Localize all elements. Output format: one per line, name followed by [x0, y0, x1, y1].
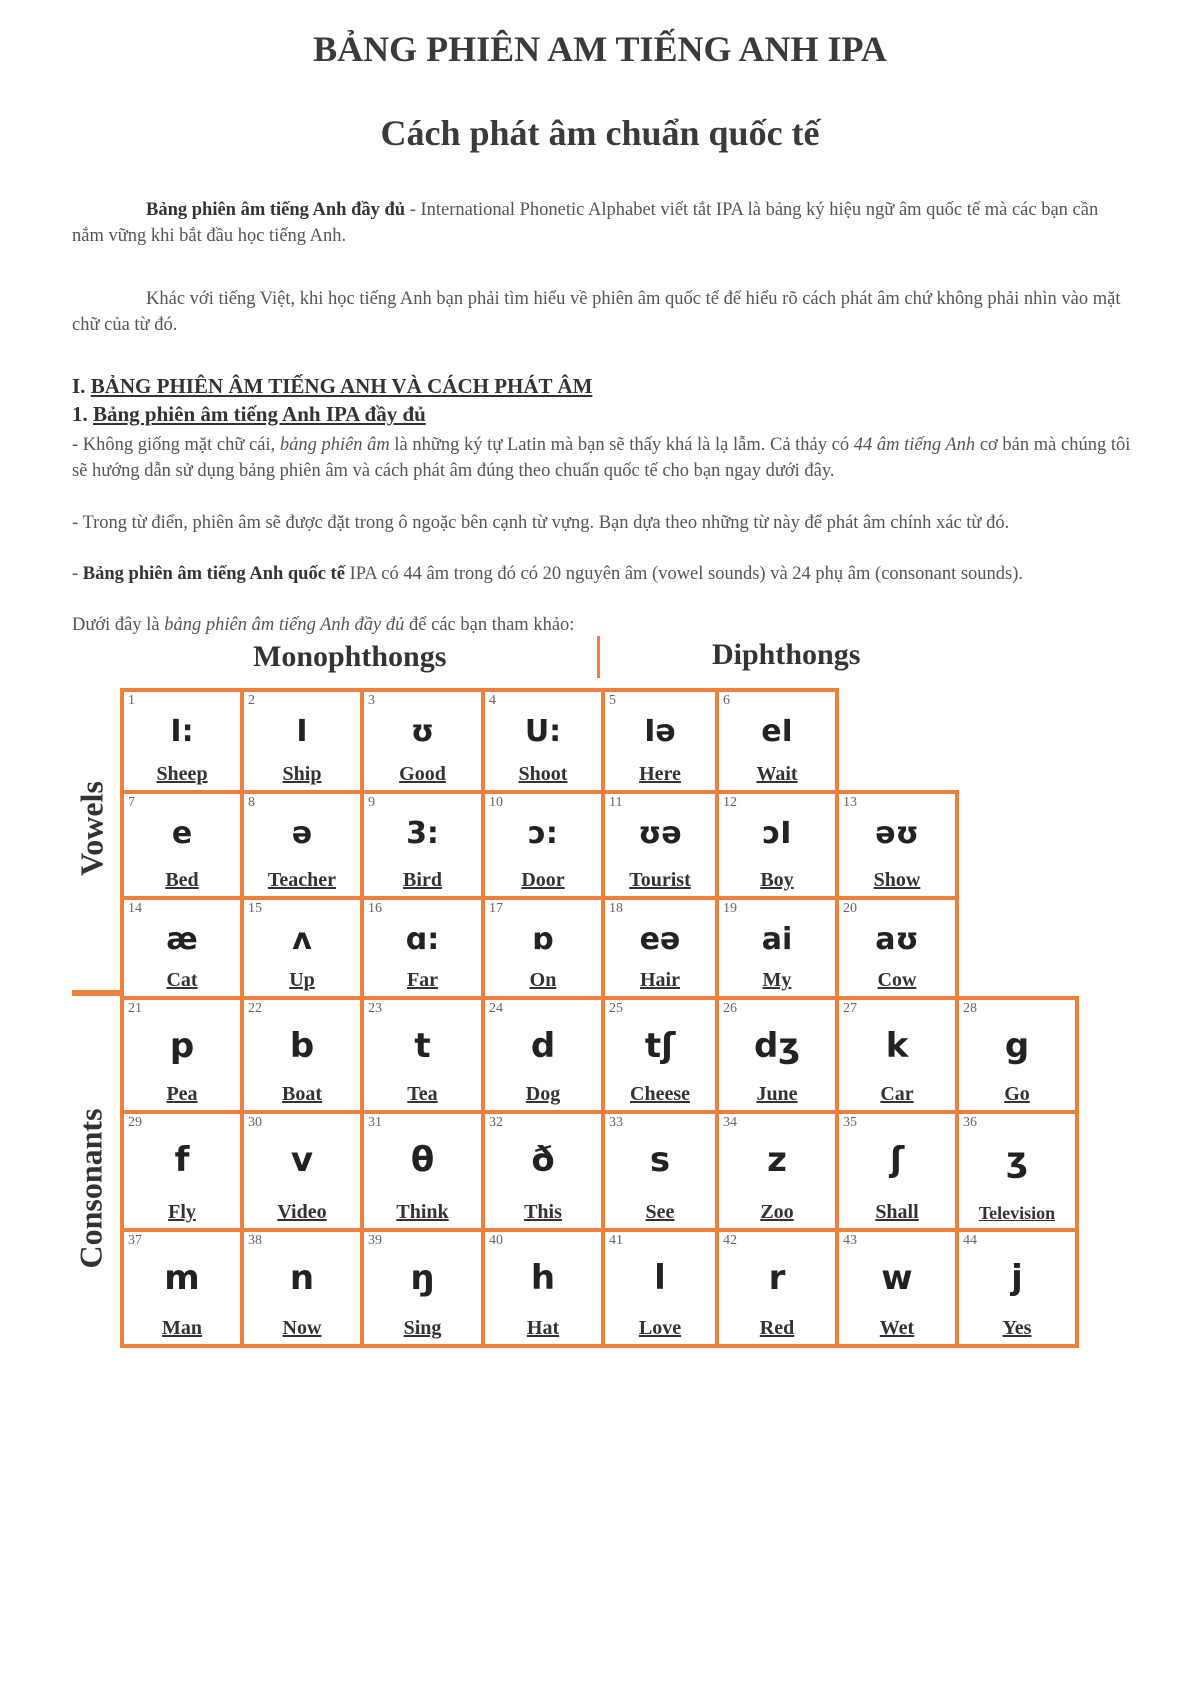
page-subtitle: Cách phát âm chuẩn quốc tế [380, 113, 820, 153]
ipa-example-word: On [529, 969, 557, 991]
ipa-cell-number: 14 [128, 901, 142, 916]
ipa-cell-number: 28 [963, 1001, 977, 1016]
ipa-cell-number: 13 [843, 795, 857, 810]
ipa-cell [240, 896, 364, 1000]
ipa-example-word: Hair [640, 969, 680, 991]
ipa-symbol: d [530, 1026, 556, 1066]
ipa-example-word: Go [1004, 1083, 1030, 1105]
ipa-cell [360, 1110, 485, 1232]
ipa-cell [120, 1110, 244, 1232]
ipa-cell-number: 11 [609, 795, 623, 810]
ipa-example-word: Man [162, 1317, 202, 1339]
ipa-symbol: z [767, 1140, 787, 1180]
ipa-example-word: Here [639, 763, 681, 785]
text-run: để các bạn tham khảo: [404, 615, 575, 635]
ipa-cell-number: 43 [843, 1233, 857, 1248]
ipa-cell [481, 790, 605, 900]
ipa-example-word: Sing [403, 1317, 442, 1339]
ipa-symbol: ə [291, 816, 313, 851]
ipa-symbol: ʊ [410, 714, 435, 749]
intro-bold: Bảng phiên âm tiếng Anh đầy đủ [146, 200, 406, 220]
intro-paragraph-1 [72, 197, 1132, 249]
ipa-symbol: əʊ [875, 816, 919, 851]
ipa-example-word: Show [873, 869, 921, 891]
ipa-cell [715, 688, 839, 794]
ipa-symbol: w [881, 1258, 913, 1298]
ipa-cell-number: 6 [723, 693, 730, 708]
text-run: cơ bản mà chúng tôi sẽ hướng dẫn sử dụng bảng phiên âm và cách phát âm đúng theo chuẩn quốc tế cho bạn ngay dưới đây. [72, 435, 1131, 481]
ipa-symbol: æ [166, 922, 198, 957]
group-divider [597, 636, 600, 678]
body-line-4 [72, 612, 1142, 638]
ipa-symbol: n [289, 1258, 315, 1298]
ipa-cell-number: 33 [609, 1115, 623, 1130]
ipa-symbol: v [290, 1140, 314, 1180]
ipa-example-word: Dog [525, 1083, 561, 1105]
ipa-symbol: m [164, 1258, 200, 1298]
ipa-cell-number: 37 [128, 1233, 142, 1248]
ipa-cell-number: 31 [368, 1115, 382, 1130]
ipa-cell-number: 22 [248, 1001, 262, 1016]
section-divider [72, 990, 122, 996]
ipa-cell [240, 1110, 364, 1232]
ipa-cell-number: 32 [489, 1115, 503, 1130]
ipa-cell-number: 27 [843, 1001, 857, 1016]
ipa-cell-number: 26 [723, 1001, 737, 1016]
page-title: BẢNG PHIÊN AM TIẾNG ANH IPA [313, 29, 887, 69]
ipa-symbol: eə [639, 922, 681, 957]
ipa-symbol: h [530, 1258, 556, 1298]
ipa-cell [120, 1228, 244, 1348]
ipa-symbol: ɔ: [528, 816, 558, 851]
ipa-cell-number: 42 [723, 1233, 737, 1248]
ipa-cell [715, 1228, 839, 1348]
ipa-cell-number: 35 [843, 1115, 857, 1130]
ipa-cell-number: 3 [368, 693, 375, 708]
ipa-example-word: Ship [282, 763, 322, 785]
ipa-cell [835, 790, 959, 900]
ipa-symbol: r [768, 1258, 786, 1298]
intro-paragraph-2 [72, 286, 1132, 338]
ipa-symbol: aʊ [875, 922, 919, 957]
bold-run: Bảng phiên âm tiếng Anh quốc tế [82, 564, 345, 584]
ipa-cell [601, 790, 719, 900]
consonants-label: Consonants [72, 1108, 109, 1269]
intro-text-2: Khác với tiếng Việt, khi học tiếng Anh bạn phải tìm hiểu về phiên âm quốc tế để hiểu rõ cách phát âm chứ không phải nhìn vào mặt chữ của từ đó. [72, 289, 1121, 335]
ipa-example-word: My [762, 969, 792, 991]
ipa-cell-number: 5 [609, 693, 616, 708]
ipa-cell-number: 7 [128, 795, 135, 810]
intro-text: - International Phonetic Alphabet viết tắt IPA là bảng ký hiệu ngữ âm quốc tế mà các bạn cần nắm vững khi bắt đầu học tiếng Anh. [72, 200, 1099, 246]
ipa-cell [120, 996, 244, 1114]
ipa-symbol: ʊə [638, 816, 682, 851]
ipa-cell [240, 790, 364, 900]
ipa-cell-number: 34 [723, 1115, 737, 1130]
ipa-example-word: Zoo [760, 1201, 794, 1223]
ipa-example-word: Television [978, 1203, 1056, 1223]
ipa-symbol: k [885, 1026, 909, 1066]
ipa-cell-number: 17 [489, 901, 503, 916]
ipa-example-word: June [756, 1083, 798, 1105]
ipa-symbol: s [649, 1140, 671, 1180]
ipa-symbol: j [1011, 1258, 1023, 1298]
ipa-cell-number: 16 [368, 901, 382, 916]
ipa-example-word: Tea [407, 1083, 438, 1105]
ipa-symbol: I [296, 714, 308, 749]
ipa-example-word: Door [521, 869, 565, 891]
ipa-example-word: Shoot [518, 763, 568, 785]
ipa-cell-number: 40 [489, 1233, 503, 1248]
text-run: Dưới đây là [72, 615, 165, 635]
ipa-example-word: Think [396, 1201, 449, 1223]
ipa-example-word: See [645, 1201, 675, 1223]
ipa-cell-number: 12 [723, 795, 737, 810]
ipa-example-word: Teacher [267, 869, 337, 891]
ipa-cell [715, 896, 839, 1000]
ipa-example-word: This [524, 1201, 562, 1223]
ipa-symbol: eI [761, 714, 793, 749]
subsection-number: 1. [72, 402, 93, 426]
italic-run: 44 âm tiếng Anh [853, 435, 976, 455]
ipa-symbol: 3: [406, 816, 439, 851]
italic-run: bảng phiên âm [279, 435, 390, 455]
ipa-cell [360, 996, 485, 1114]
ipa-symbol: ʌ [292, 922, 312, 957]
ipa-cell-number: 23 [368, 1001, 382, 1016]
ipa-cell [120, 896, 244, 1000]
ipa-example-word: Far [406, 969, 439, 991]
ipa-symbol: ɑ: [405, 922, 440, 957]
ipa-cell [481, 1110, 605, 1232]
ipa-example-word: Fly [168, 1201, 196, 1223]
diphthongs-label: Diphthongs [712, 638, 861, 671]
ipa-symbol: I: [170, 714, 194, 749]
ipa-cell-number: 2 [248, 693, 255, 708]
ipa-symbol: e [171, 816, 193, 851]
ipa-symbol: Iə [644, 714, 676, 749]
ipa-symbol: ɒ [532, 922, 554, 957]
ipa-cell-number: 25 [609, 1001, 623, 1016]
ipa-symbol: g [1004, 1026, 1030, 1066]
ipa-cell [120, 790, 244, 900]
body-line-2: - Trong từ điển, phiên âm sẽ được đặt trong ô ngoặc bên cạnh từ vựng. Bạn dựa theo những từ này để phát âm chính xác từ đó. [72, 513, 1010, 533]
ipa-example-word: Wet [879, 1317, 915, 1339]
ipa-cell [955, 1110, 1079, 1232]
ipa-example-word: Pea [166, 1083, 198, 1105]
ipa-symbol: ɔI [762, 816, 792, 851]
ipa-example-word: Video [277, 1201, 327, 1223]
ipa-cell [601, 1110, 719, 1232]
ipa-symbol: ʃ [889, 1140, 905, 1180]
ipa-cell [240, 688, 364, 794]
italic-run: bảng phiên âm tiếng Anh đầy đủ [164, 615, 405, 635]
ipa-cell [955, 1228, 1079, 1348]
monophthongs-label: Monophthongs [253, 640, 447, 673]
ipa-example-word: Cow [877, 969, 917, 991]
ipa-cell-number: 44 [963, 1233, 977, 1248]
ipa-cell-number: 20 [843, 901, 857, 916]
ipa-cell-number: 41 [609, 1233, 623, 1248]
ipa-symbol: p [169, 1026, 195, 1066]
ipa-cell-number: 29 [128, 1115, 142, 1130]
ipa-example-word: Yes [1002, 1317, 1032, 1339]
ipa-symbol: ai [761, 922, 793, 957]
ipa-cell [360, 688, 485, 794]
ipa-example-word: Love [638, 1317, 682, 1339]
ipa-example-word: Boat [282, 1083, 322, 1105]
ipa-cell [601, 1228, 719, 1348]
ipa-example-word: Car [880, 1083, 914, 1105]
body-line-3 [72, 561, 1142, 587]
ipa-cell [601, 896, 719, 1000]
ipa-cell-number: 4 [489, 693, 496, 708]
ipa-symbol: ŋ [410, 1258, 435, 1298]
ipa-cell [955, 996, 1079, 1114]
text-run: - [72, 564, 83, 584]
ipa-cell [481, 996, 605, 1114]
ipa-symbol: U: [524, 714, 562, 749]
ipa-cell-number: 10 [489, 795, 503, 810]
ipa-symbol: f [174, 1140, 190, 1180]
ipa-example-word: Bed [165, 869, 199, 891]
ipa-symbol: dʒ [753, 1026, 801, 1066]
ipa-cell-number: 21 [128, 1001, 142, 1016]
section-heading-1 [72, 374, 592, 399]
ipa-example-word: Shall [875, 1201, 919, 1223]
ipa-symbol: l [654, 1258, 666, 1298]
text-run: là những ký tự Latin mà bạn sẽ thấy khá là lạ lẫm. Cả thảy có [389, 435, 854, 455]
ipa-example-word: Bird [403, 869, 442, 891]
ipa-example-word: Cheese [630, 1083, 690, 1105]
ipa-cell-number: 39 [368, 1233, 382, 1248]
vowels-label: Vowels [73, 781, 110, 876]
ipa-cell [715, 790, 839, 900]
ipa-cell [835, 1110, 959, 1232]
ipa-cell-number: 30 [248, 1115, 262, 1130]
ipa-symbol: t [414, 1026, 431, 1066]
ipa-cell-number: 18 [609, 901, 623, 916]
ipa-cell [715, 1110, 839, 1232]
ipa-cell-number: 24 [489, 1001, 503, 1016]
ipa-cell [835, 1228, 959, 1348]
ipa-cell-number: 8 [248, 795, 255, 810]
ipa-cell [360, 790, 485, 900]
ipa-cell [120, 688, 244, 794]
ipa-symbol: ð [531, 1140, 555, 1180]
ipa-example-word: Sheep [156, 763, 208, 785]
ipa-cell [835, 996, 959, 1114]
ipa-example-word: Good [399, 763, 446, 785]
ipa-cell-number: 36 [963, 1115, 977, 1130]
body-line-1 [72, 432, 1142, 484]
ipa-cell [715, 996, 839, 1114]
ipa-cell [481, 896, 605, 1000]
ipa-symbol: b [289, 1026, 315, 1066]
ipa-cell [601, 688, 719, 794]
ipa-cell [481, 688, 605, 794]
ipa-example-word: Tourist [629, 869, 691, 891]
section-heading-1-1 [72, 402, 426, 427]
ipa-cell [601, 996, 719, 1114]
ipa-symbol: ʒ [1006, 1140, 1028, 1180]
subsection-title: Bảng phiên âm tiếng Anh IPA đầy đủ [93, 402, 426, 426]
ipa-cell-number: 38 [248, 1233, 262, 1248]
ipa-example-word: Cat [166, 969, 198, 991]
ipa-cell [481, 1228, 605, 1348]
ipa-example-word: Now [282, 1317, 322, 1339]
ipa-example-word: Wait [756, 763, 798, 785]
section-title: BẢNG PHIÊN ÂM TIẾNG ANH VÀ CÁCH PHÁT ÂM [90, 374, 593, 398]
ipa-cell-number: 19 [723, 901, 737, 916]
text-run: IPA có 44 âm trong đó có 20 nguyên âm (vowel sounds) và 24 phụ âm (consonant sounds). [344, 564, 1024, 584]
ipa-example-word: Hat [526, 1317, 560, 1339]
ipa-example-word: Up [289, 969, 315, 991]
text-run: - Không giống mặt chữ cái, [72, 435, 280, 455]
ipa-cell [835, 896, 959, 1000]
ipa-cell-number: 9 [368, 795, 375, 810]
ipa-cell-number: 15 [248, 901, 262, 916]
ipa-example-word: Red [759, 1317, 795, 1339]
ipa-symbol: θ [410, 1140, 435, 1180]
ipa-cell [240, 996, 364, 1114]
ipa-cell [360, 1228, 485, 1348]
ipa-cell [360, 896, 485, 1000]
ipa-example-word: Boy [760, 869, 794, 891]
section-number: I. [72, 374, 91, 398]
ipa-cell [240, 1228, 364, 1348]
ipa-symbol: tʃ [644, 1026, 676, 1066]
ipa-cell-number: 1 [128, 693, 135, 708]
